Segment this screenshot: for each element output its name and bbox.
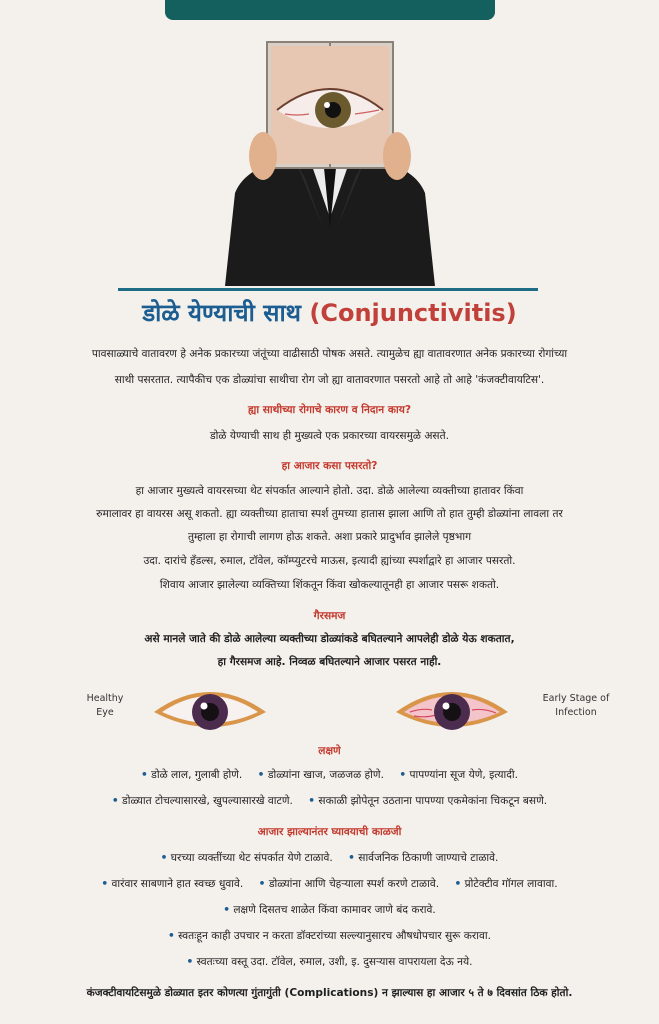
list-item: • स्वतःच्या वस्तू उदा. टॉवेल, रुमाल, उशी, इ. दुसऱ्यास वापरायला देऊ नये. <box>186 956 473 968</box>
symptoms-row-2 <box>0 794 659 808</box>
intro-line-1: पावसाळ्याचे वातावरण हे अनेक प्रकारच्या जंतूंच्या वाढीसाठी पोषक असते. त्यामुळेच ह्या वातावरणात अनेक प्रकारच्या रोगांच्या <box>91 348 568 360</box>
symptoms-row-1 <box>0 768 659 782</box>
title-marathi: डोळे येण्याची साथ <box>142 299 302 327</box>
healthy-label-line-2: Eye <box>96 707 114 718</box>
list-item: • डोळ्यांना आणि चेहऱ्याला स्पर्श करणे टाळावे. <box>258 878 440 890</box>
myth-line-1: असे मानले जाते की डोळे आलेल्या व्यक्तीच्या डोळ्यांकडे बघितल्याने आपलेही डोळे येऊ शकतात, <box>144 633 515 645</box>
cause-heading: ह्या साथीच्या रोगाचे कारण व निदान काय? <box>247 404 412 416</box>
care-row-3 <box>0 903 659 917</box>
healthy-label-line-1: Healthy <box>86 693 124 704</box>
spread-line-1: हा आजार मुख्यत्वे वायरसच्या थेट संपर्कात आल्याने होतो. उदा. डोळे आलेल्या व्यक्तीच्या हातावर किंवा <box>135 485 524 497</box>
list-item: • सार्वजनिक ठिकाणी जाण्याचे टाळावे. <box>348 852 499 864</box>
list-item: • लक्षणे दिसतच शाळेत किंवा कामावर जाणे बंद करावे. <box>223 904 436 916</box>
list-item: • डोळ्यात टोचल्यासारखे, खुपल्यासारखे वाटणे. <box>111 795 293 807</box>
list-item: • प्रोटेक्टीव गॉगल लावावा. <box>454 878 558 890</box>
spread-line-4: उदा. दारांचे हँडल्स, रुमाल, टॉवेल, कॉम्प्युटरचे माऊस, इत्यादी ह्यांच्या स्पर्शाद्वारे हा आजार पसरतो. <box>143 555 516 567</box>
list-item: • सकाळी झोपेतून उठताना पापण्या एकमेकांना चिकटून बसणे. <box>308 795 548 807</box>
intro-line-2: साथी पसरतात. त्यापैकीच एक डोळ्यांचा साथीचा रोग जो ह्या वातावरणात पसरतो आहे तो आहे 'कंजक्टीवायटिस'. <box>114 374 545 386</box>
spread-line-5: शिवाय आजार झालेल्या व्यक्तिच्या शिंकतून किंवा खोकल्यातूनही हा आजार पसरू शकतो. <box>159 579 500 591</box>
cause-text: डोळे येण्याची साथ ही मुख्यत्वे एक प्रकारच्या वायरसमुळे असते. <box>210 430 449 442</box>
top-banner-bar <box>165 0 495 20</box>
title-english: (Conjunctivitis) <box>309 299 517 327</box>
myth-line-2: हा गैरसमज आहे. निव्वळ बघितल्याने आजार पसरत नाही. <box>217 656 442 668</box>
care-row-5 <box>0 955 659 969</box>
myth-heading: गैरसमज <box>313 610 346 622</box>
care-row-1 <box>0 851 659 865</box>
title-divider <box>118 288 538 291</box>
footer-note: कंजक्टीवायटिसमुळे डोळ्यात इतर कोणत्या गुंतागुंती (Complications) न झाल्यास हा आजार ५ ते ७ दिवसांत ठिक होतो. <box>86 987 573 999</box>
symptoms-heading: लक्षणे <box>318 745 341 757</box>
list-item: • घरच्या व्यक्तींच्या थेट संपर्कात येणे टाळावे. <box>160 852 333 864</box>
care-row-2 <box>0 877 659 891</box>
list-item: • स्वतःहून काही उपचार न करता डॉक्टरांच्या सल्ल्यानुसारच औषधोपचार सुरू करावा. <box>167 930 491 942</box>
care-heading: आजार झाल्यानंतर घ्यावयाची काळजी <box>257 826 402 838</box>
list-item: • डोळे लाल, गुलाबी होणे. <box>141 769 243 781</box>
infected-eye-image <box>392 680 512 740</box>
healthy-eye-image <box>150 680 270 740</box>
spread-heading: हा आजार कसा पसरतो? <box>281 460 378 472</box>
spread-line-3: तुम्हाला हा रोगाची लागण होऊ शकते. अशा प्रकारे प्रादुर्भाव झालेले पृष्ठभाग <box>187 531 472 543</box>
care-row-4 <box>0 929 659 943</box>
spread-line-2: रुमालावर हा वायरस असू शकतो. ह्या व्यक्तीच्या हाताचा स्पर्श तुमच्या हातास झाला आणि तो हात तुम्ही डोळ्यांना लावला तर <box>96 508 563 520</box>
page-title <box>0 296 659 329</box>
infected-label-line-2: Infection <box>555 707 597 718</box>
list-item: • पापण्यांना सूज येणे, इत्यादी. <box>399 769 518 781</box>
list-item: • वारंवार साबणाने हात स्वच्छ धुवावे. <box>101 878 244 890</box>
hero-illustration <box>205 28 455 286</box>
list-item: • डोळ्यांना खाज, जळजळ होणे. <box>257 769 384 781</box>
healthy-eye-label <box>70 692 140 720</box>
infected-eye-label <box>528 692 624 720</box>
infected-label-line-1: Early Stage of <box>542 693 610 704</box>
